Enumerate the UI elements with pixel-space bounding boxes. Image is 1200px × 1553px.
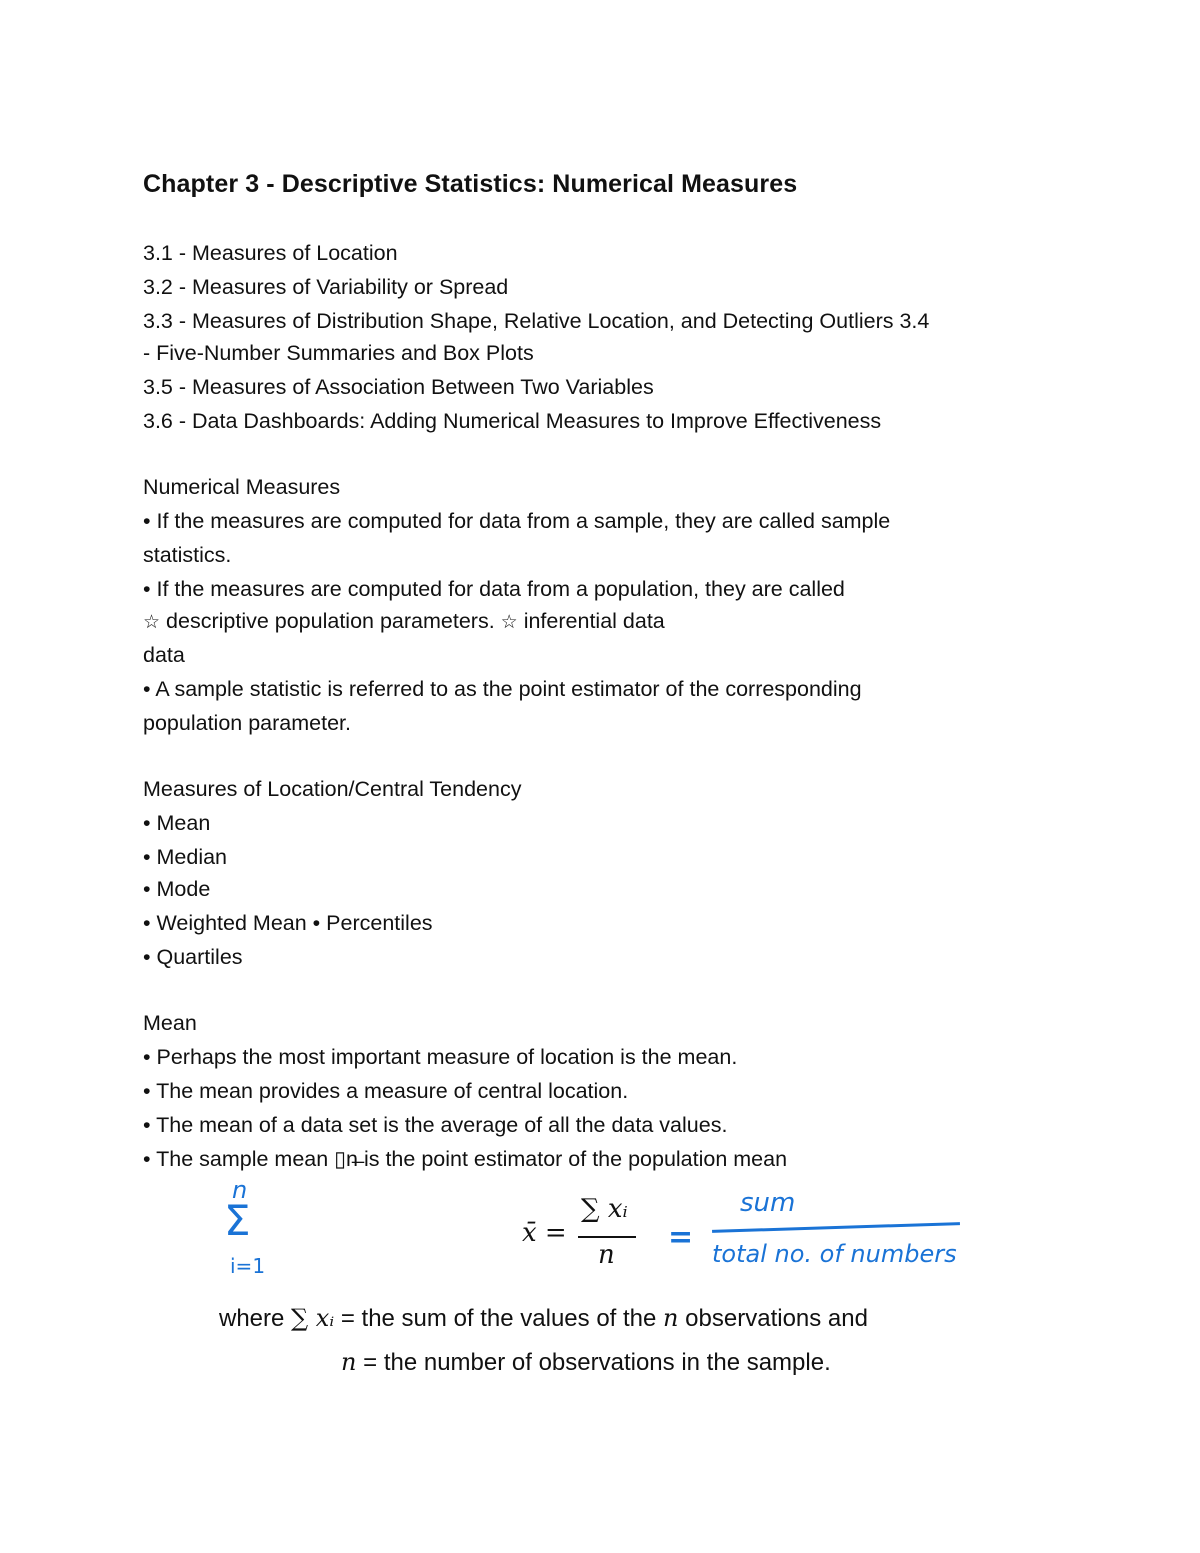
toc-item: 3.5 - Measures of Association Between Two Variables: [143, 375, 654, 399]
formula-numerator: ∑ xᵢ: [581, 1194, 628, 1224]
hand-denominator: total no. of numbers: [712, 1240, 957, 1268]
toc-item: 3.1 - Measures of Location: [143, 241, 398, 265]
caption-text: = the number of observations in the sample.: [356, 1349, 831, 1376]
toc-item: 3.3 - Measures of Distribution Shape, Relative Location, and Detecting Outliers 3.4: [143, 309, 930, 333]
star-icon: ☆: [143, 611, 161, 633]
numerical-options-line: [143, 604, 665, 639]
mean-line: [143, 1142, 787, 1176]
numerical-line: • If the measures are computed for data from a sample, they are called sample: [143, 509, 891, 533]
caption-symbol: n: [663, 1304, 679, 1332]
caption-symbol: ∑ xᵢ: [291, 1304, 335, 1332]
fraction-bar: [578, 1236, 636, 1238]
hand-sigma: Σ: [224, 1196, 251, 1245]
hand-fraction-bar: [712, 1222, 960, 1233]
caption-text: observations and: [678, 1305, 868, 1332]
toc-item: 3.6 - Data Dashboards: Adding Numerical Measures to Improve Effectiveness: [143, 409, 882, 433]
toc-item: - Five-Number Summaries and Box Plots: [143, 341, 534, 365]
location-item: • Mode: [143, 877, 211, 901]
numerical-line: • If the measures are computed for data from a population, they are called: [143, 577, 845, 601]
mean-line-part: is the point estimator of the population mean: [357, 1147, 788, 1171]
glyph-suffix: n̶: [346, 1147, 358, 1171]
section-heading-mean: Mean: [143, 1011, 197, 1035]
numerical-line: statistics.: [143, 543, 232, 567]
mean-line: • The mean provides a measure of central location.: [143, 1079, 629, 1103]
location-item: • Weighted Mean • Percentiles: [143, 911, 433, 935]
hand-numerator: sum: [740, 1188, 796, 1218]
toc-item: 3.2 - Measures of Variability or Spread: [143, 275, 509, 299]
formula-denominator: n: [598, 1240, 615, 1270]
hand-sigma-bottom: i=1: [230, 1254, 266, 1278]
option-descriptive: descriptive population parameters.: [166, 609, 495, 633]
formula-caption-1: [219, 1304, 868, 1333]
page-title: Chapter 3 - Descriptive Statistics: Numerical Measures: [143, 170, 798, 198]
caption-text: where: [219, 1305, 292, 1332]
star-icon: ☆: [500, 611, 518, 633]
section-heading-location: Measures of Location/Central Tendency: [143, 777, 522, 801]
caption-symbol: n: [341, 1348, 357, 1376]
hand-equals: =: [668, 1220, 694, 1255]
formula-caption-2: [341, 1348, 831, 1377]
hand-sigma-top: n: [232, 1176, 248, 1204]
location-item: • Median: [143, 845, 228, 869]
option-inferential: inferential data: [523, 609, 665, 633]
section-heading-numerical: Numerical Measures: [143, 475, 341, 499]
missing-glyph: ▯: [334, 1147, 347, 1171]
location-item: • Mean: [143, 811, 211, 835]
mean-line: • The mean of a data set is the average of all the data values.: [143, 1113, 728, 1137]
mean-line-part: • The sample mean: [143, 1147, 335, 1171]
numerical-line: population parameter.: [143, 711, 351, 735]
numerical-line: data: [143, 643, 185, 667]
location-item: • Quartiles: [143, 945, 243, 969]
mean-line: • Perhaps the most important measure of location is the mean.: [143, 1045, 738, 1069]
numerical-line: • A sample statistic is referred to as the point estimator of the corresponding: [143, 677, 862, 701]
caption-text: = the sum of the values of the: [334, 1305, 664, 1332]
formula-lhs: x̄ =: [522, 1218, 567, 1248]
